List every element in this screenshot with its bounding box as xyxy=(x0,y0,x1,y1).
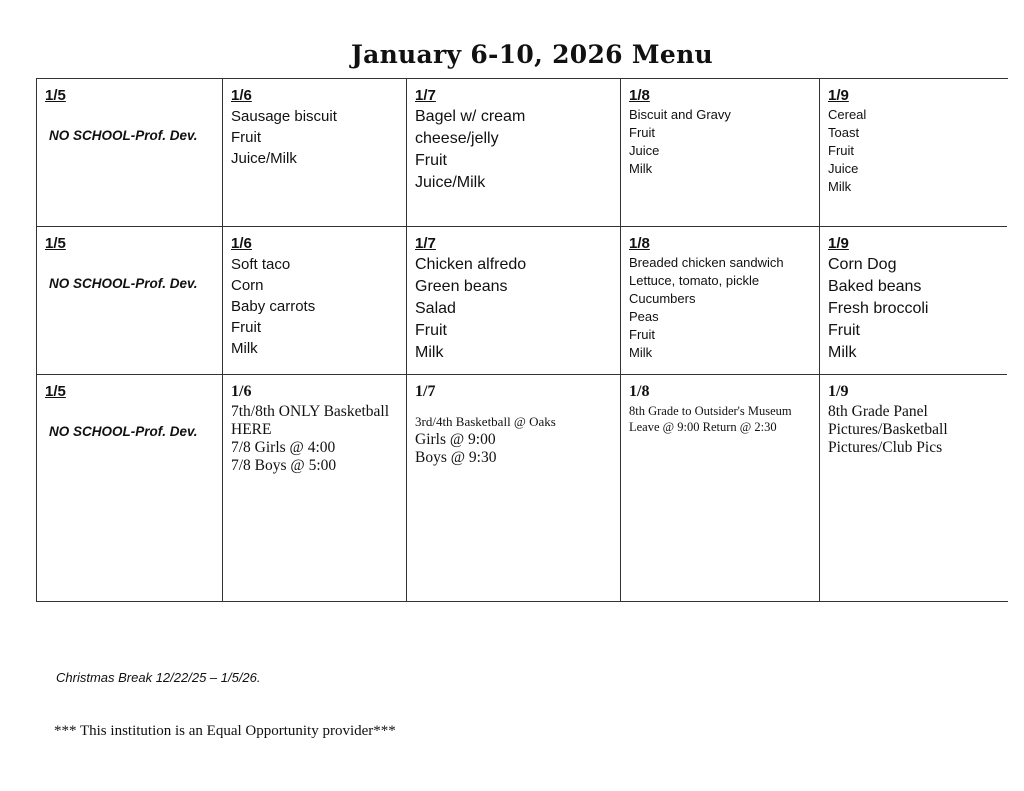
lunch-tue-cell xyxy=(223,227,407,375)
menu-item: Sausage biscuit xyxy=(231,108,337,125)
events-wed-cell xyxy=(407,375,621,601)
date-label: 1/5 xyxy=(45,87,66,104)
date-label: 1/9 xyxy=(828,383,849,400)
menu-item: Lettuce, tomato, pickle xyxy=(629,273,760,288)
menu-item: Fruit xyxy=(828,322,860,339)
no-school-note: NO SCHOOL-Prof. Dev. xyxy=(49,128,198,143)
date-label: 1/6 xyxy=(231,383,252,400)
breakfast-mon-cell xyxy=(37,79,223,227)
event-line: Pictures/Club Pics xyxy=(828,439,943,456)
breakfast-thu-cell xyxy=(621,79,820,227)
menu-item: Fruit xyxy=(828,143,854,158)
menu-item: Peas xyxy=(629,309,659,324)
menu-item: Salad xyxy=(415,300,456,317)
menu-item: Fruit xyxy=(415,152,447,169)
event-line: 8th Grade to Outsider's Museum xyxy=(629,404,792,418)
date-label: 1/7 xyxy=(415,235,436,252)
no-school-note: NO SCHOOL-Prof. Dev. xyxy=(49,424,198,439)
menu-item: Fresh broccoli xyxy=(828,300,929,317)
event-line: 7/8 Boys @ 5:00 xyxy=(231,457,337,474)
menu-item: Milk xyxy=(629,161,653,176)
menu-item: Cereal xyxy=(828,107,867,122)
date-label: 1/6 xyxy=(231,235,252,252)
menu-item: Corn xyxy=(231,277,264,294)
no-school-note: NO SCHOOL-Prof. Dev. xyxy=(49,276,198,291)
events-thu-cell xyxy=(621,375,820,601)
menu-table xyxy=(36,78,1008,602)
menu-item: Corn Dog xyxy=(828,256,897,273)
menu-item: Juice/Milk xyxy=(415,174,486,191)
menu-item: Baby carrots xyxy=(231,298,316,315)
date-label: 1/9 xyxy=(828,87,849,104)
events-fri-cell xyxy=(820,375,1007,601)
menu-item: Milk xyxy=(231,340,258,357)
menu-item: Milk xyxy=(415,344,444,361)
menu-item: Milk xyxy=(629,345,653,360)
event-line: 8th Grade Panel xyxy=(828,403,928,420)
date-label: 1/9 xyxy=(828,235,849,252)
menu-item: Fruit xyxy=(231,319,261,336)
event-line: Pictures/Basketball xyxy=(828,421,948,438)
lunch-wed-cell xyxy=(407,227,621,375)
event-line: Girls @ 9:00 xyxy=(415,431,496,448)
menu-item: Fruit xyxy=(231,129,261,146)
event-line: HERE xyxy=(231,421,272,438)
event-line: 7th/8th ONLY Basketball xyxy=(231,403,390,420)
menu-item: Chicken alfredo xyxy=(415,256,527,273)
menu-item: Milk xyxy=(828,344,857,361)
event-line: Boys @ 9:30 xyxy=(415,449,497,466)
lunch-mon-cell xyxy=(37,227,223,375)
equal-opportunity-statement: *** This institution is an Equal Opportunity provider*** xyxy=(54,723,396,739)
breakfast-fri-cell xyxy=(820,79,1007,227)
menu-item: Toast xyxy=(828,125,860,140)
menu-item: Juice/Milk xyxy=(231,150,297,167)
breakfast-wed-cell xyxy=(407,79,621,227)
menu-item: Milk xyxy=(828,179,852,194)
events-mon-cell xyxy=(37,375,223,601)
menu-item: Fruit xyxy=(415,322,447,339)
event-line: 3rd/4th Basketball @ Oaks xyxy=(415,414,556,429)
date-label: 1/7 xyxy=(415,87,436,104)
page-title: January 6-10, 2026 Menu xyxy=(350,40,714,69)
menu-item: Soft taco xyxy=(231,256,291,273)
date-label: 1/5 xyxy=(45,235,66,252)
date-label: 1/6 xyxy=(231,87,252,104)
menu-item: Biscuit and Gravy xyxy=(629,107,731,122)
menu-item: Baked beans xyxy=(828,278,922,295)
menu-item: Cucumbers xyxy=(629,291,696,306)
date-label: 1/8 xyxy=(629,235,650,252)
menu-item: Breaded chicken sandwich xyxy=(629,255,784,270)
event-line: Leave @ 9:00 Return @ 2:30 xyxy=(629,420,777,434)
menu-item: Juice xyxy=(828,161,859,176)
christmas-break-note: Christmas Break 12/22/25 – 1/5/26. xyxy=(56,670,261,685)
lunch-thu-cell xyxy=(621,227,820,375)
menu-item: Fruit xyxy=(629,327,655,342)
events-tue-cell xyxy=(223,375,407,601)
date-label: 1/5 xyxy=(45,383,66,400)
event-line: 7/8 Girls @ 4:00 xyxy=(231,439,336,456)
menu-item: Juice xyxy=(629,143,660,158)
menu-item: Bagel w/ cream xyxy=(415,108,526,125)
date-label: 1/7 xyxy=(415,383,436,400)
menu-item: Green beans xyxy=(415,278,508,295)
date-label: 1/8 xyxy=(629,383,650,400)
menu-item: Fruit xyxy=(629,125,655,140)
menu-item: cheese/jelly xyxy=(415,130,499,147)
lunch-fri-cell xyxy=(820,227,1007,375)
breakfast-tue-cell xyxy=(223,79,407,227)
date-label: 1/8 xyxy=(629,87,650,104)
